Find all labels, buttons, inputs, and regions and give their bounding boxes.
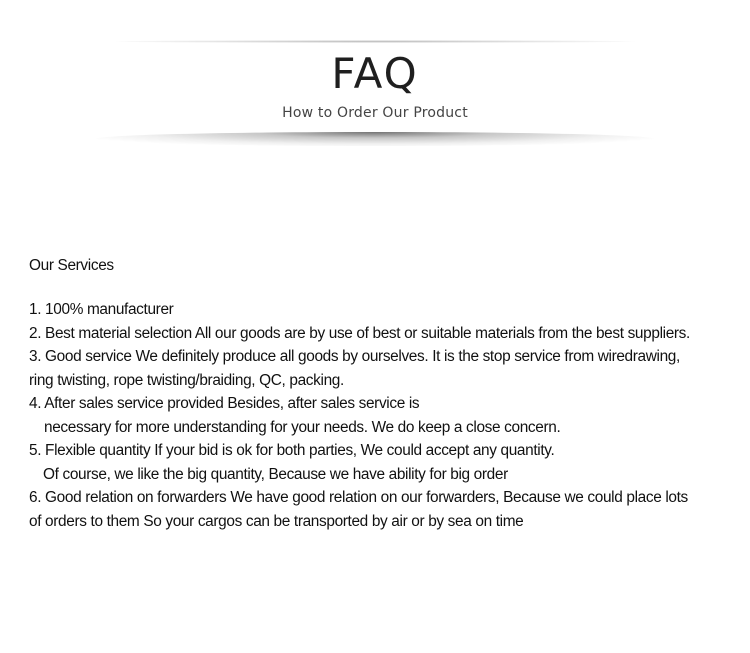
service-item-4: 4. After sales service provided Besides, after sales service is bbox=[29, 395, 420, 412]
service-item-3-continued: ring twisting, rope twisting/braiding, QC, packing. bbox=[29, 371, 344, 389]
page-title: FAQ bbox=[331, 49, 419, 98]
service-item-3: 3. Good service We definitely produce all goods by ourselves. It is the stop service from wiredrawing, bbox=[29, 348, 680, 365]
service-item-1: 1. 100% manufacturer bbox=[29, 301, 174, 318]
faq-banner bbox=[0, 0, 750, 160]
service-item-4-continued: necessary for more understanding for your needs. We do keep a close concern. bbox=[44, 418, 561, 436]
service-item-6: 6. Good relation on forwarders We have good relation on our forwarders, Because we could place lots bbox=[29, 489, 688, 506]
service-item-5: 5. Flexible quantity If your bid is ok for both parties, We could accept any quantity. bbox=[29, 442, 555, 459]
banner-bottom-shadow-divider bbox=[95, 132, 655, 146]
service-item-6-continued: of orders to them So your cargos can be transported by air or by sea on time bbox=[29, 512, 524, 530]
service-item-5-continued: Of course, we like the big quantity, Because we have ability for big order bbox=[43, 465, 508, 483]
page-subtitle: How to Order Our Product bbox=[282, 105, 468, 121]
banner-top-shadow-divider bbox=[115, 40, 635, 43]
services-heading: Our Services bbox=[29, 257, 114, 274]
services-section bbox=[29, 256, 729, 533]
service-item-2: 2. Best material selection All our goods are by use of best or suitable materials from the best suppliers. bbox=[29, 324, 690, 342]
